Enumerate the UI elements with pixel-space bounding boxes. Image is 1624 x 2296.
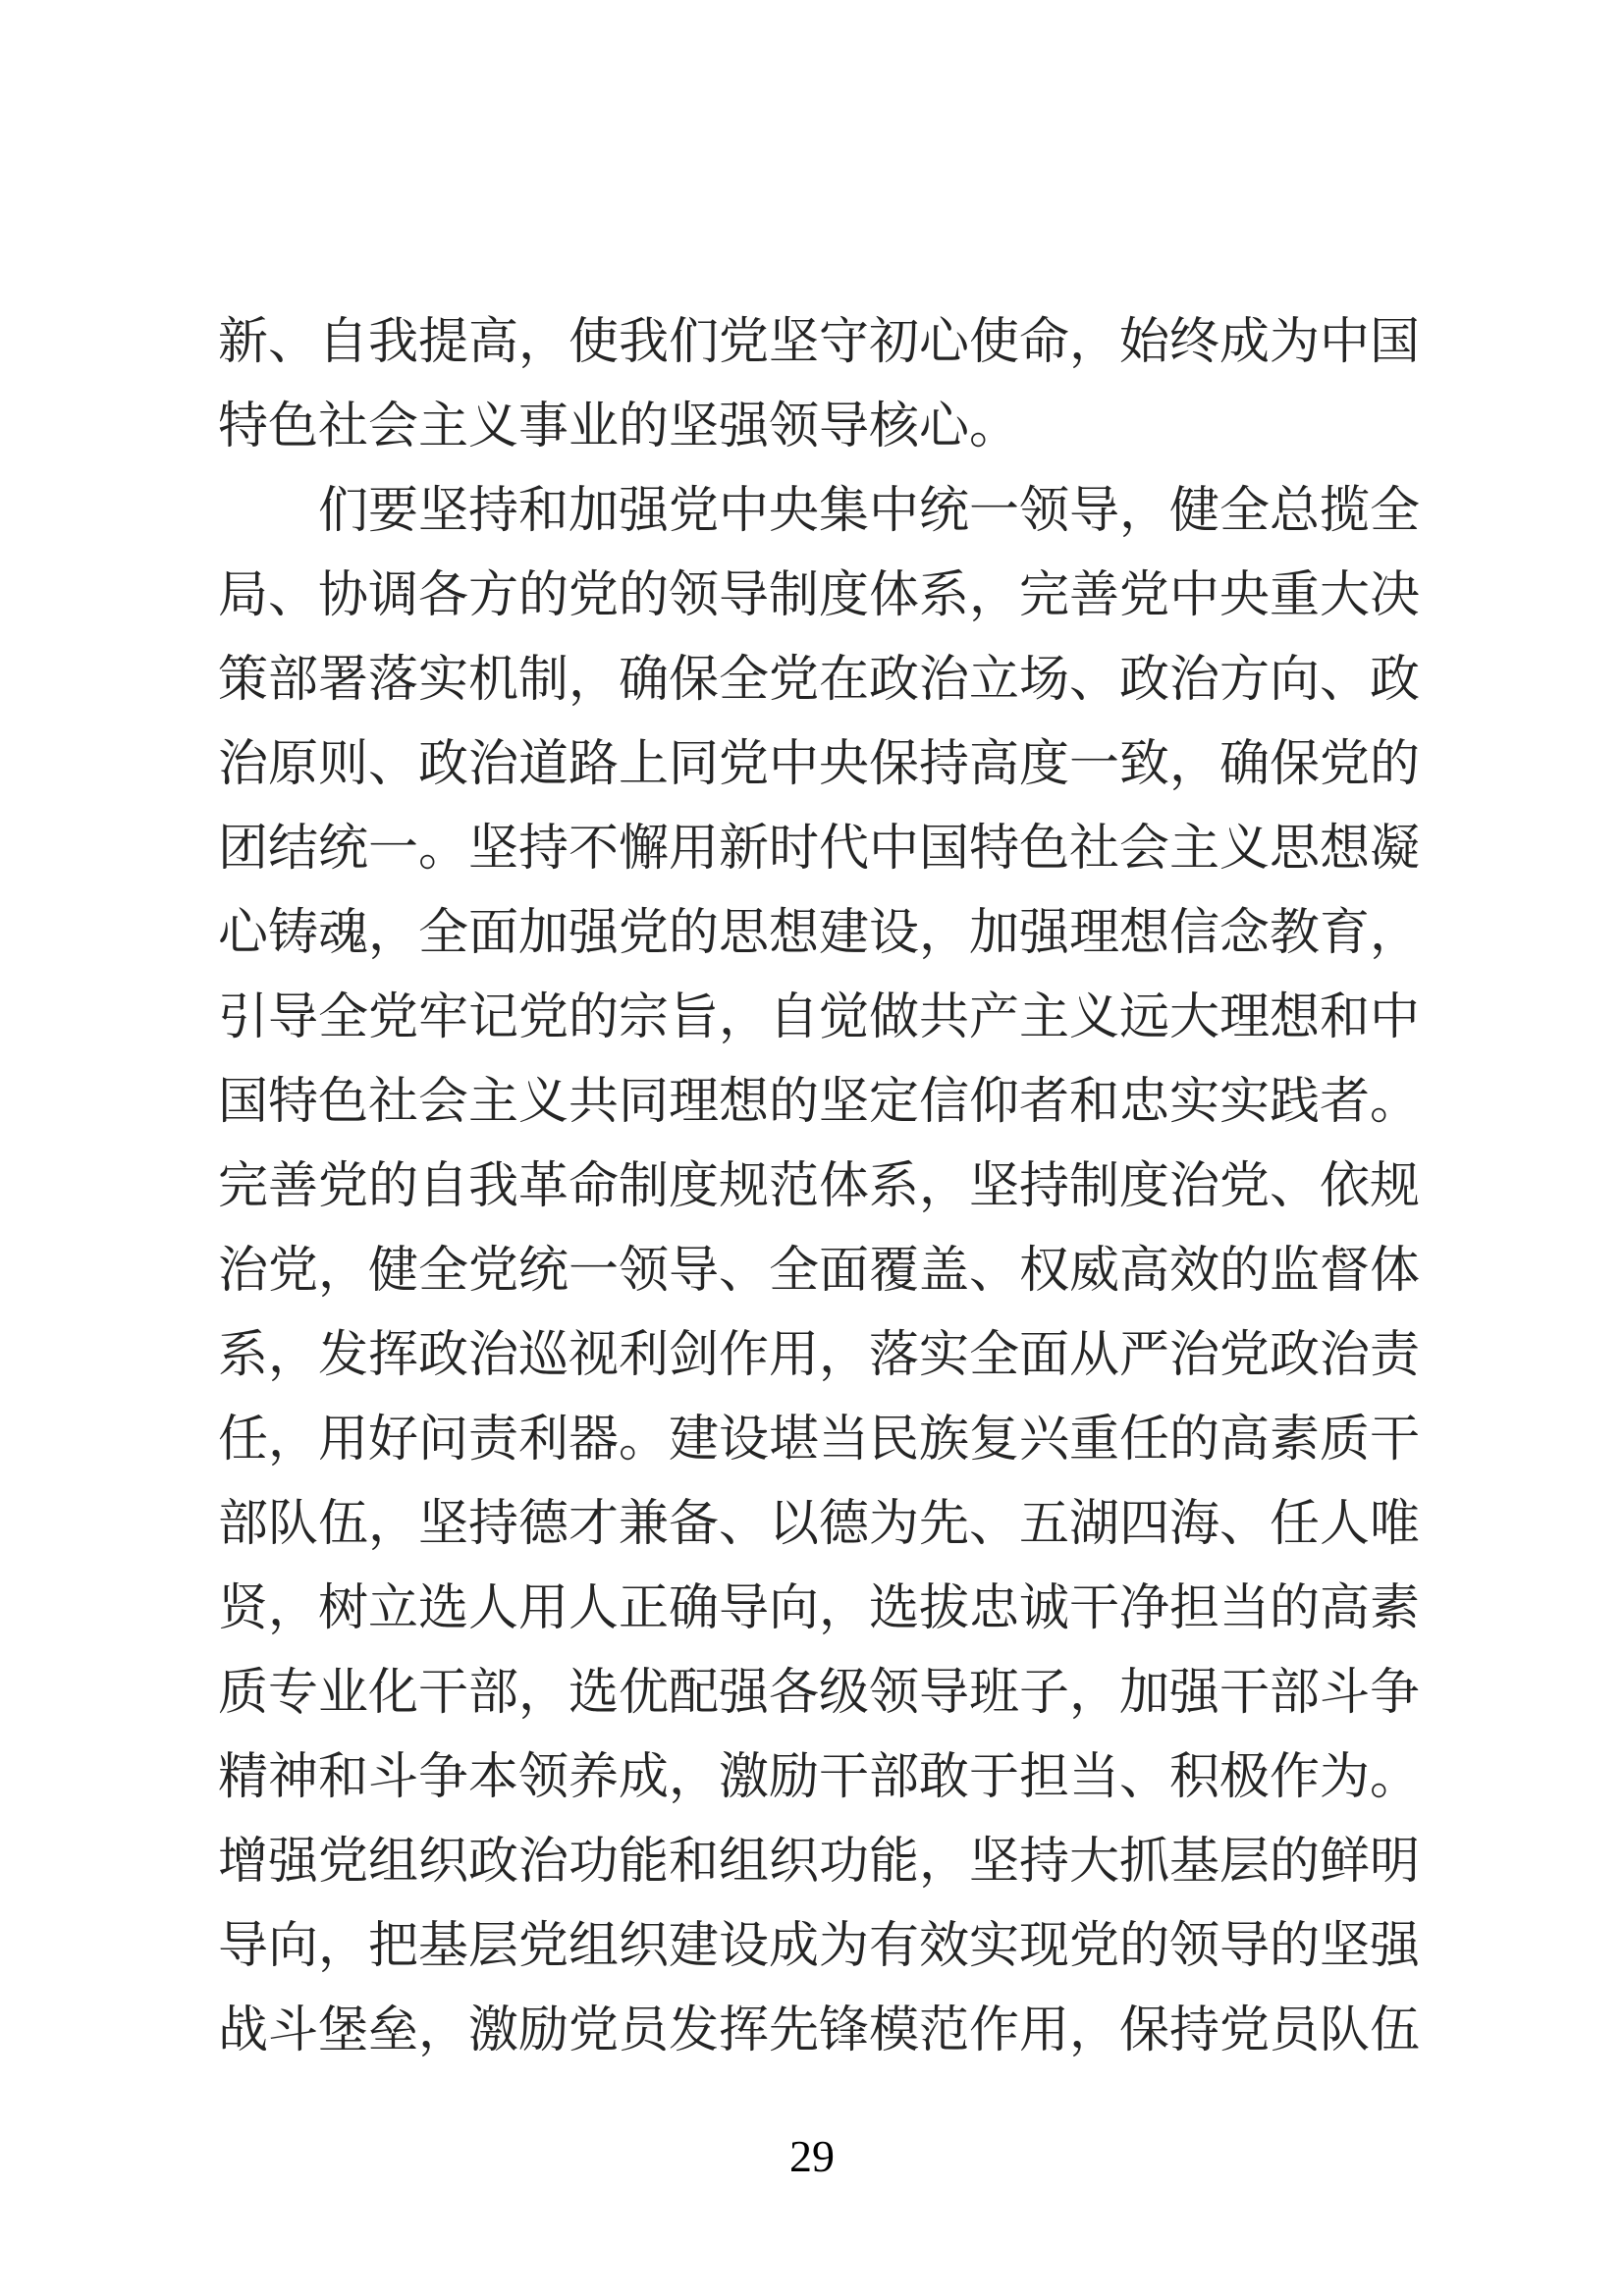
page-number: 29 (789, 2131, 835, 2181)
body-text (218, 300, 1420, 2073)
text-line: 们要坚持和加强党中央集中统一领导，健全总揽全 (318, 484, 1421, 539)
text-line: 导向，把基层党组织建设成为有效实现党的领导的坚强 (218, 1919, 1421, 1974)
text-line: 治原则、政治道路上同党中央保持高度一致，确保党的 (218, 737, 1421, 792)
text-line: 策部署落实机制，确保全党在政治立场、政治方向、政 (218, 653, 1421, 708)
text-line: 完善党的自我革命制度规范体系，坚持制度治党、依规 (218, 1159, 1421, 1214)
text-line: 系，发挥政治巡视利剑作用，落实全面从严治党政治责 (218, 1328, 1421, 1383)
text-line: 任，用好问责利器。建设堪当民族复兴重任的高素质干 (218, 1413, 1421, 1468)
text-line: 增强党组织政治功能和组织功能，坚持大抓基层的鲜明 (218, 1835, 1421, 1890)
text-line: 精神和斗争本领养成，激励干部敢于担当、积极作为。 (218, 1750, 1421, 1805)
text-line: 贤，树立选人用人正确导向，选拔忠诚干净担当的高素 (218, 1581, 1421, 1636)
text-line: 国特色社会主义共同理想的坚定信仰者和忠实实践者。 (218, 1075, 1421, 1130)
text-line: 治党，健全党统一领导、全面覆盖、权威高效的监督体 (218, 1244, 1421, 1299)
text-line: 引导全党牢记党的宗旨，自觉做共产主义远大理想和中 (218, 990, 1421, 1045)
text-line: 质专业化干部，选优配强各级领导班子，加强干部斗争 (218, 1666, 1421, 1721)
text-line: 部队伍，坚持德才兼备、以德为先、五湖四海、任人唯 (218, 1497, 1421, 1552)
text-line: 局、协调各方的党的领导制度体系，完善党中央重大决 (218, 568, 1421, 623)
text-line: 新、自我提高，使我们党坚守初心使命，始终成为中国 (218, 315, 1421, 370)
text-line: 团结统一。坚持不懈用新时代中国特色社会主义思想凝 (218, 822, 1421, 877)
text-line: 特色社会主义事业的坚强领导核心。 (218, 400, 1020, 454)
text-line: 心铸魂，全面加强党的思想建设，加强理想信念教育， (218, 906, 1421, 961)
text-line: 战斗堡垒，激励党员发挥先锋模范作用，保持党员队伍 (218, 2003, 1421, 2058)
